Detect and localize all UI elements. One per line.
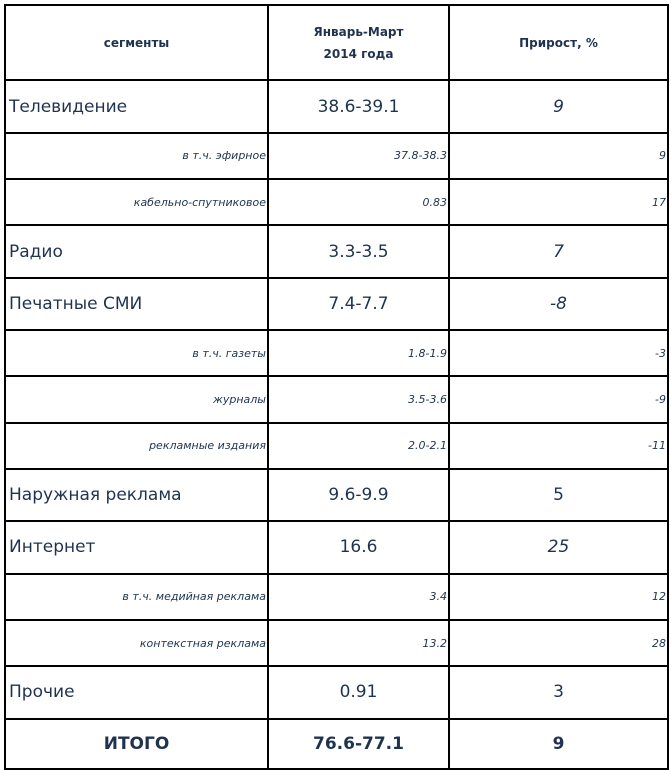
- subsegment-growth: 9: [449, 133, 668, 179]
- table-row: [5, 666, 668, 718]
- segment-name: Радио: [5, 225, 268, 277]
- table-row: [5, 423, 668, 469]
- segment-name: Наружная реклама: [5, 469, 268, 521]
- total-label: ИТОГО: [5, 719, 268, 769]
- header-period: [268, 5, 449, 80]
- subsegment-name: в т.ч. медийная реклама: [5, 574, 268, 620]
- subsegment-value: 2.0-2.1: [268, 423, 449, 469]
- subsegment-name: контекстная реклама: [5, 620, 268, 666]
- subsegment-growth: -11: [449, 423, 668, 469]
- table-row: [5, 225, 668, 277]
- subsegment-growth: 12: [449, 574, 668, 620]
- subsegment-name: в т.ч. эфирное: [5, 133, 268, 179]
- table-row: [5, 330, 668, 376]
- subsegment-name: в т.ч. газеты: [5, 330, 268, 376]
- subsegment-growth: 28: [449, 620, 668, 666]
- table-row: [5, 620, 668, 666]
- segment-name: Интернет: [5, 521, 268, 573]
- subsegment-name: рекламные издания: [5, 423, 268, 469]
- segment-value: 16.6: [268, 521, 449, 573]
- table-row: [5, 469, 668, 521]
- segment-growth: 5: [449, 469, 668, 521]
- total-growth: 9: [449, 719, 668, 769]
- segment-growth: 3: [449, 666, 668, 718]
- table-row: [5, 521, 668, 573]
- header-period-line2: 2014 года: [323, 46, 394, 61]
- subsegment-name: журналы: [5, 376, 268, 422]
- segment-value: 3.3-3.5: [268, 225, 449, 277]
- table-row: [5, 376, 668, 422]
- segment-value: 38.6-39.1: [268, 80, 449, 132]
- subsegment-growth: -9: [449, 376, 668, 422]
- subsegment-value: 0.83: [268, 179, 449, 225]
- table-row: [5, 179, 668, 225]
- header-period-line1: Январь-Март: [313, 24, 404, 39]
- ad-market-table: [4, 4, 669, 770]
- table-row: [5, 574, 668, 620]
- subsegment-value: 3.5-3.6: [268, 376, 449, 422]
- subsegment-name: кабельно-спутниковое: [5, 179, 268, 225]
- subsegment-growth: 17: [449, 179, 668, 225]
- segment-name: Телевидение: [5, 80, 268, 132]
- segment-name: Печатные СМИ: [5, 278, 268, 330]
- total-row: [5, 719, 668, 769]
- segment-growth: 25: [449, 521, 668, 573]
- segment-value: 9.6-9.9: [268, 469, 449, 521]
- subsegment-value: 13.2: [268, 620, 449, 666]
- segment-growth: -8: [449, 278, 668, 330]
- subsegment-value: 1.8-1.9: [268, 330, 449, 376]
- table-header-row: [5, 5, 668, 80]
- subsegment-value: 37.8-38.3: [268, 133, 449, 179]
- header-segments: сегменты: [5, 5, 268, 80]
- table-row: [5, 80, 668, 132]
- segment-growth: 9: [449, 80, 668, 132]
- table-row: [5, 278, 668, 330]
- total-value: 76.6-77.1: [268, 719, 449, 769]
- table-row: [5, 133, 668, 179]
- header-growth: Прирост, %: [449, 5, 668, 80]
- subsegment-growth: -3: [449, 330, 668, 376]
- segment-value: 7.4-7.7: [268, 278, 449, 330]
- segment-growth: 7: [449, 225, 668, 277]
- segment-name: Прочие: [5, 666, 268, 718]
- segment-value: 0.91: [268, 666, 449, 718]
- subsegment-value: 3.4: [268, 574, 449, 620]
